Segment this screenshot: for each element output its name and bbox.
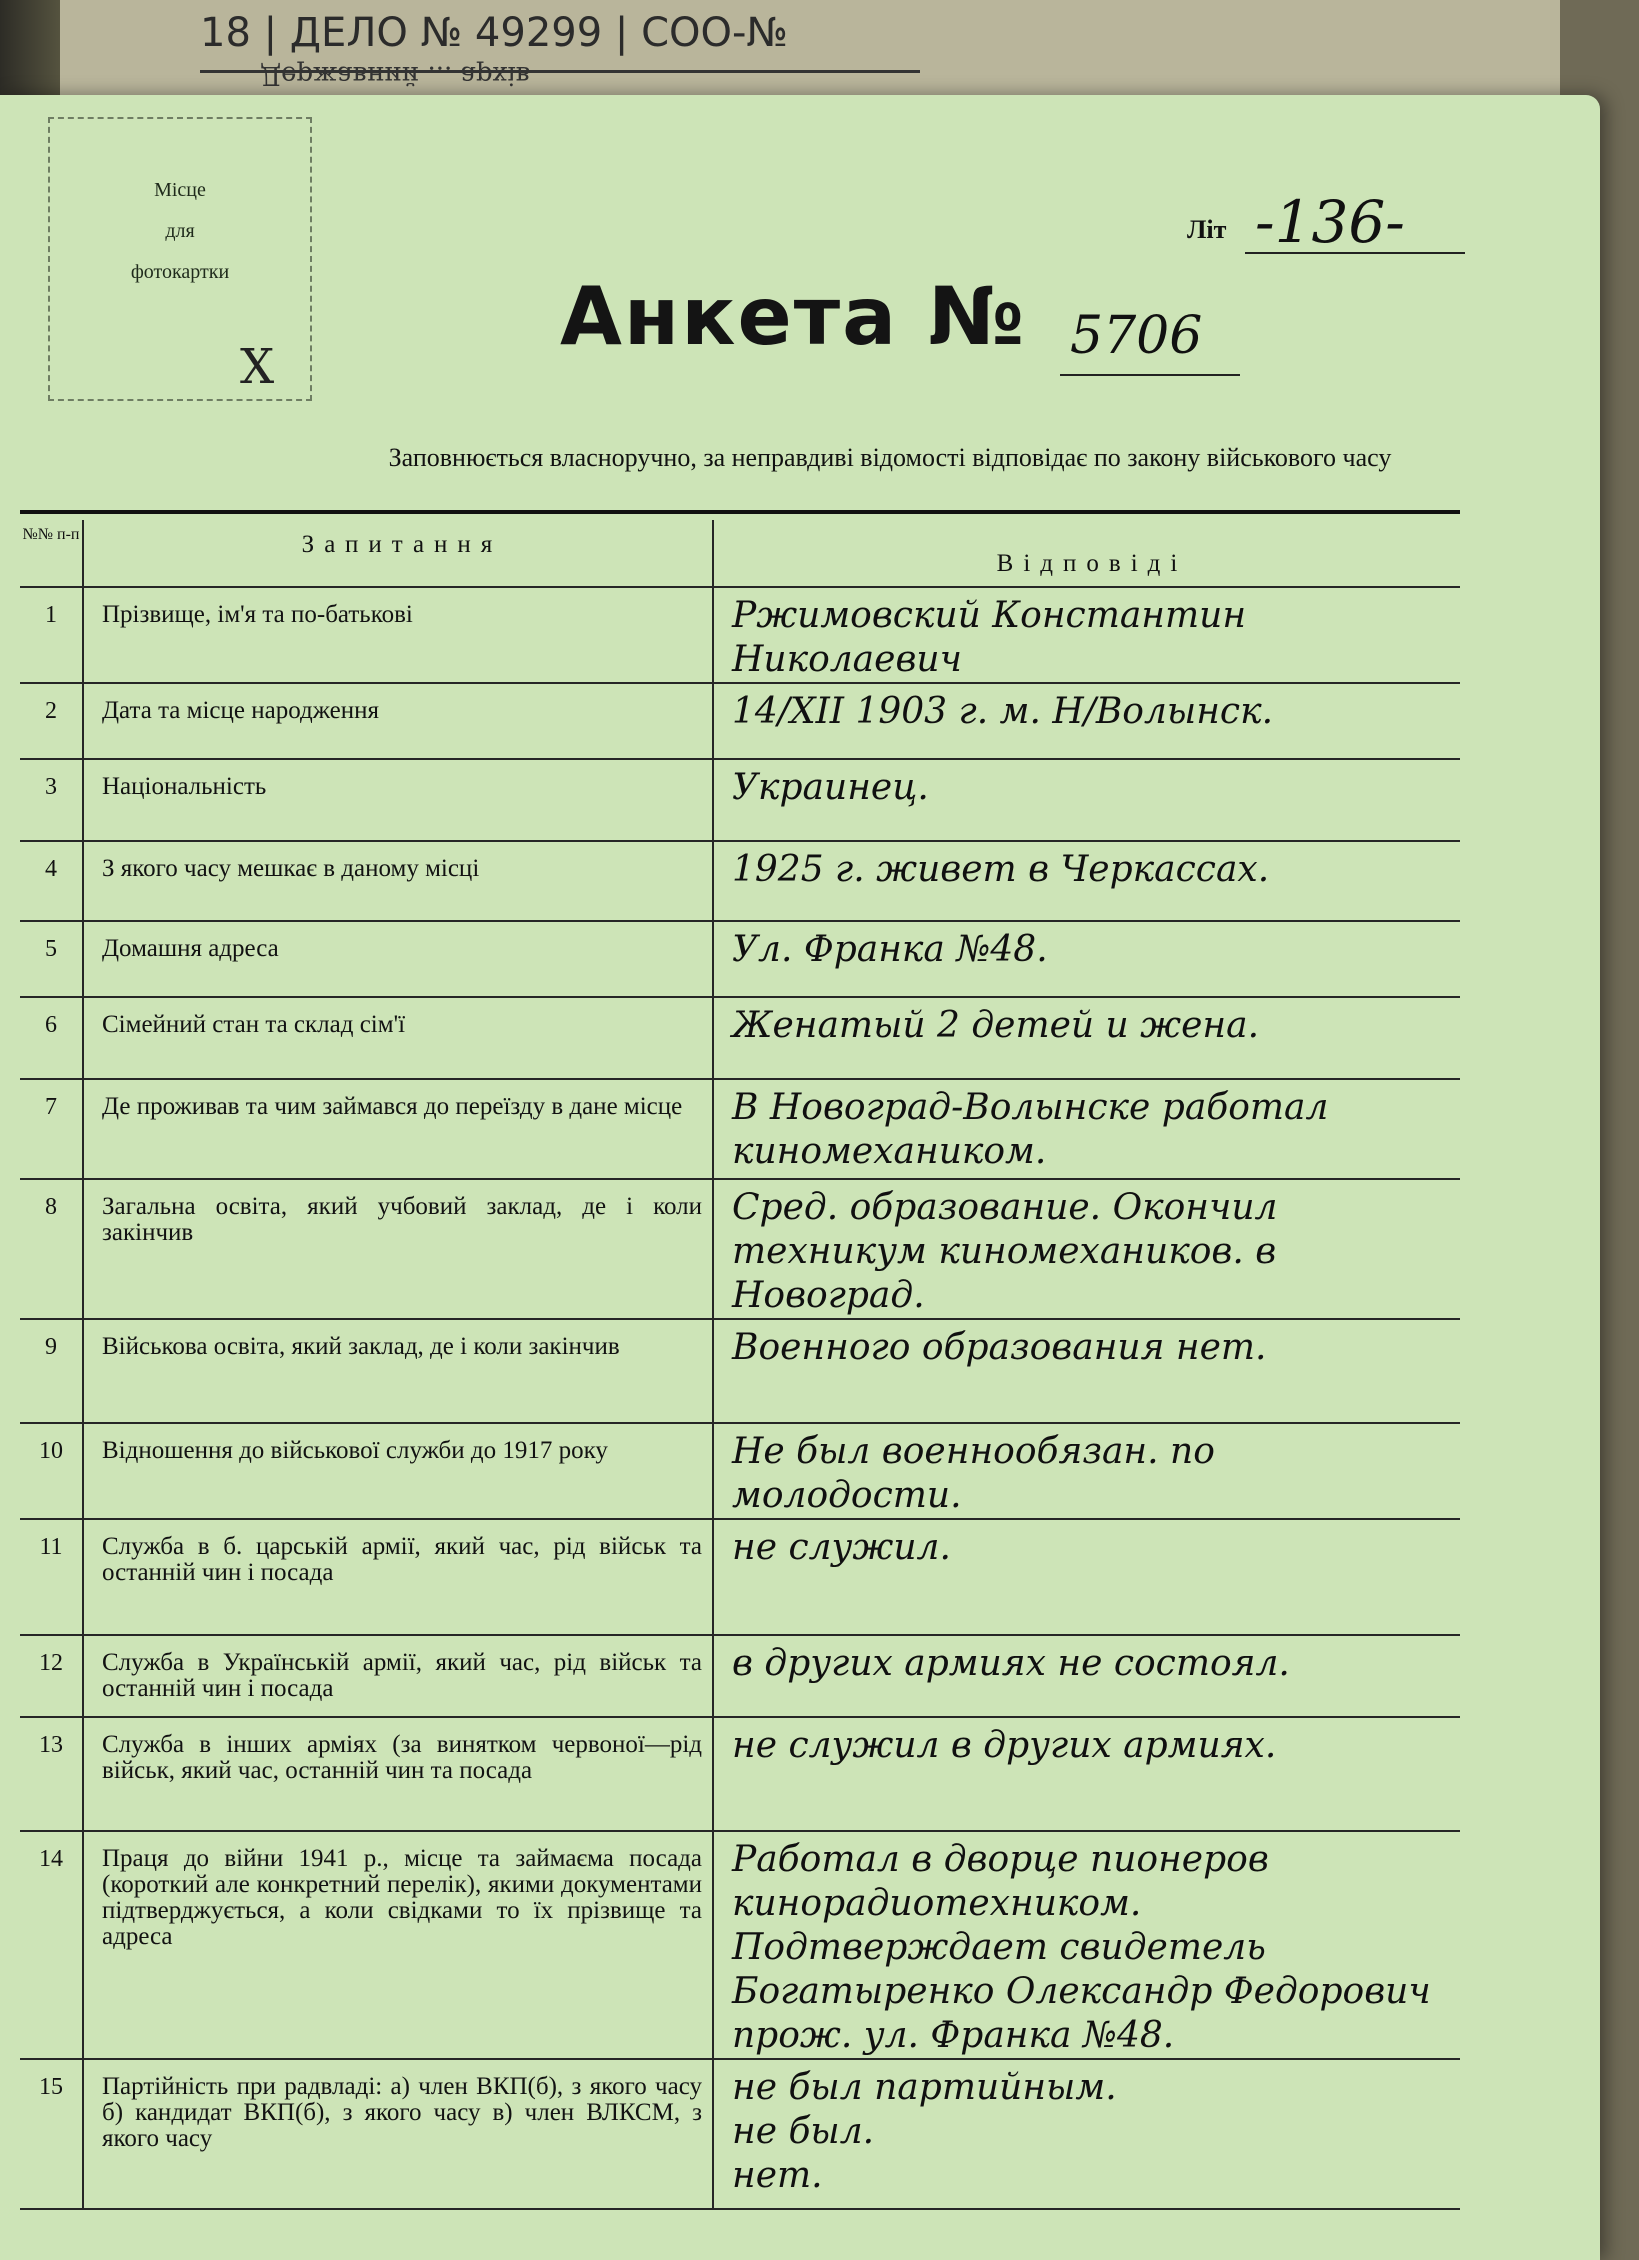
row-number: 8 — [20, 1179, 83, 1319]
questionnaire-table — [20, 520, 1460, 2210]
top-rule — [20, 510, 1460, 514]
header-answer: Відповіді — [713, 520, 1460, 587]
row-answer: 14/XII 1903 г. м. Н/Волынск. — [713, 683, 1460, 759]
table-row — [20, 997, 1460, 1079]
row-answer: Ул. Франка №48. — [713, 921, 1460, 997]
row-number: 9 — [20, 1319, 83, 1423]
lit-value: -136- — [1255, 188, 1405, 256]
row-number: 7 — [20, 1079, 83, 1179]
row-answer: не служил. — [713, 1519, 1460, 1635]
row-answer: Сред. образование. Окончил техникум киномехаников. в Новоград. — [713, 1179, 1460, 1319]
table-row — [20, 1423, 1460, 1519]
table-row — [20, 1079, 1460, 1179]
row-question: Де проживав та чим займався до переїзду в дане місце — [83, 1079, 713, 1179]
row-question: Дата та місце народження — [83, 683, 713, 759]
handwritten-mark: X — [240, 339, 275, 395]
row-question: З якого часу мешкає в даному місці — [83, 841, 713, 921]
row-answer: Военного образования нет. — [713, 1319, 1460, 1423]
table-row — [20, 1635, 1460, 1717]
table-header — [20, 520, 1460, 587]
row-question: Служба в Українській армії, який час, рід військ та останній чин і посада — [83, 1635, 713, 1717]
table-row — [20, 921, 1460, 997]
row-question: Відношення до військової служби до 1917 року — [83, 1423, 713, 1519]
row-number: 15 — [20, 2059, 83, 2209]
row-question: Домашня адреса — [83, 921, 713, 997]
form-number-underline — [1060, 374, 1240, 376]
lit-label: Літ — [1187, 215, 1227, 244]
table-row — [20, 683, 1460, 759]
row-answer: не был партийным. не был. нет. — [713, 2059, 1460, 2209]
table-row — [20, 1831, 1460, 2059]
table-row — [20, 1179, 1460, 1319]
row-question: Сімейний стан та склад сім'ї — [83, 997, 713, 1079]
table-row — [20, 1319, 1460, 1423]
row-answer: в других армиях не состоял. — [713, 1635, 1460, 1717]
row-number: 5 — [20, 921, 83, 997]
row-number: 1 — [20, 587, 83, 683]
form-subtitle: Заповнюється власноручно, за неправдиві відомості відповідає по закону військового часу — [388, 443, 1392, 472]
row-number: 2 — [20, 683, 83, 759]
header-question: Запитання — [83, 520, 713, 587]
row-number: 13 — [20, 1717, 83, 1831]
photo-label-line1: Місце — [154, 179, 206, 201]
row-answer: Женатый 2 детей и жена. — [713, 997, 1460, 1079]
row-answer: Ржимовский Константин Николаевич — [713, 587, 1460, 683]
row-number: 3 — [20, 759, 83, 841]
archive-stamp: 18 | ДЕЛО № 49299 | СОО-№ — [200, 10, 920, 73]
form-title: Анкета № — [560, 270, 1027, 363]
row-question: Партійність при радвладі: а) член ВКП(б), з якого часу б) кандидат ВКП(б), з якого часу в) член ВЛКСМ, з якого часу — [83, 2059, 713, 2209]
table-row — [20, 587, 1460, 683]
row-number: 11 — [20, 1519, 83, 1635]
photo-label-line2: для — [165, 220, 195, 242]
row-question: Національність — [83, 759, 713, 841]
row-answer: не служил в других армиях. — [713, 1717, 1460, 1831]
row-number: 12 — [20, 1635, 83, 1717]
row-question: Військова освіта, який заклад, де і коли закінчив — [83, 1319, 713, 1423]
table-row — [20, 759, 1460, 841]
photo-label-line3: фотокартки — [130, 261, 230, 283]
row-answer: Украинец. — [713, 759, 1460, 841]
table-row — [20, 2059, 1460, 2209]
form-number: 5706 — [1070, 306, 1203, 366]
row-number: 10 — [20, 1423, 83, 1519]
row-answer: Не был военнообязан. по молодости. — [713, 1423, 1460, 1519]
header-num: №№ п-п — [20, 520, 83, 587]
archive-stamp-mirrored: Державний ... архів — [260, 60, 531, 90]
table-row — [20, 1519, 1460, 1635]
row-answer: 1925 г. живет в Черкассах. — [713, 841, 1460, 921]
row-question: Служба в б. царській армії, який час, рід військ та останній чин і посада — [83, 1519, 713, 1635]
row-question: Служба в інших арміях (за винятком червоної—рід військ, який час, останній чин та посада — [83, 1717, 713, 1831]
row-number: 4 — [20, 841, 83, 921]
row-question: Праця до війни 1941 р., місце та займаєма посада (короткий але конкретний перелік), якими документами підтверджується, а коли свідками то їх прізвище та адреса — [83, 1831, 713, 2059]
row-number: 6 — [20, 997, 83, 1079]
row-answer: Работал в дворце пионеров кинорадиотехником. Подтверждает свидетель Богатыренко Олександр Федорович прож. ул. Франка №48. — [713, 1831, 1460, 2059]
row-number: 14 — [20, 1831, 83, 2059]
photo-placeholder — [48, 117, 312, 401]
row-answer: В Новоград-Волынске работал киномехаником. — [713, 1079, 1460, 1179]
row-question: Прізвище, ім'я та по-батькові — [83, 587, 713, 683]
table-row — [20, 841, 1460, 921]
table-row — [20, 1717, 1460, 1831]
row-question: Загальна освіта, який учбовий заклад, де і коли закінчив — [83, 1179, 713, 1319]
